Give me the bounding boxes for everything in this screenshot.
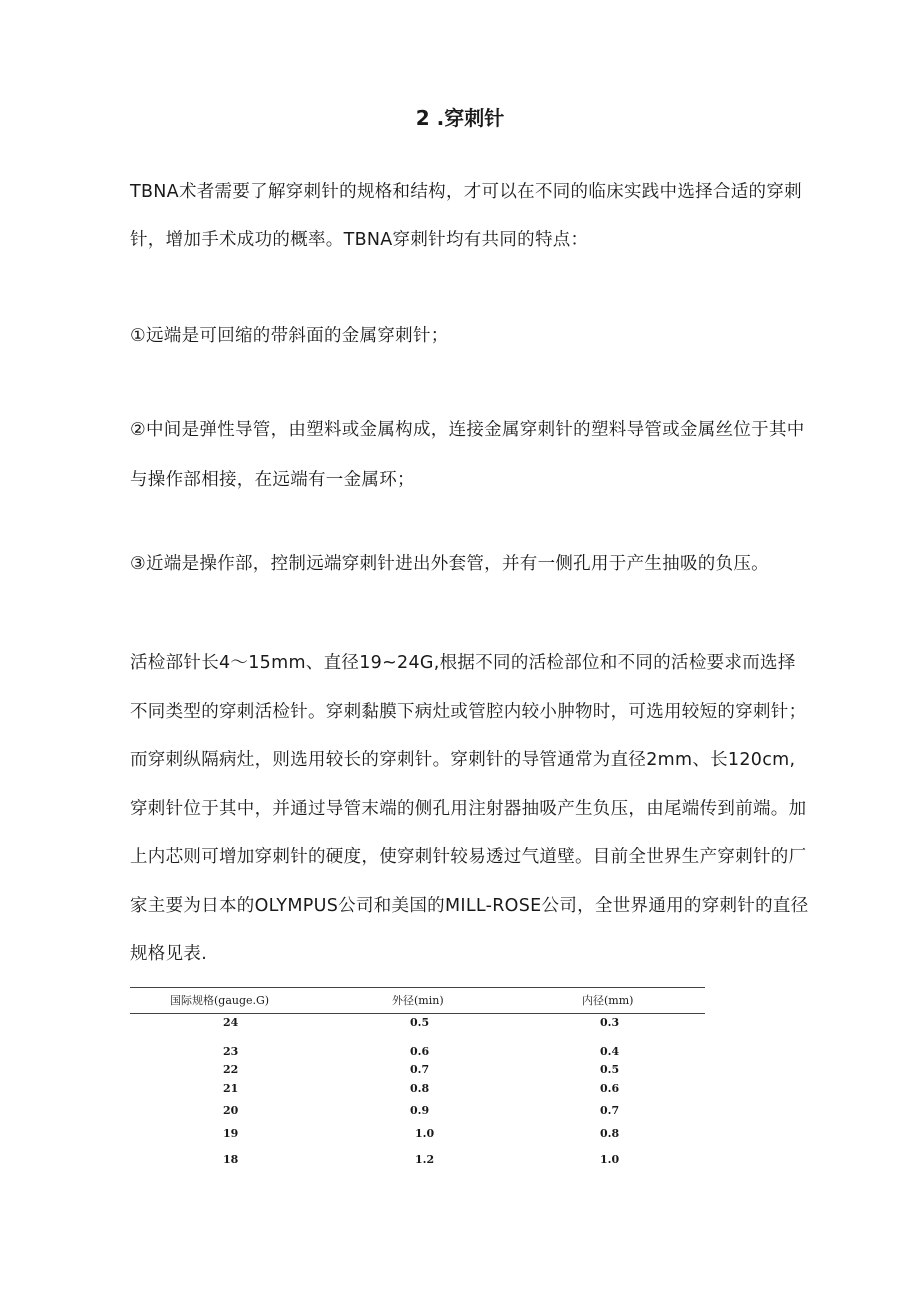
feature-paragraph-3: ③近端是操作部，控制远端穿刺针进出外套管，并有一侧孔用于产生抽吸的负压。 xyxy=(130,554,769,574)
table-header-inner-diameter: 内径(mm) xyxy=(582,994,634,1007)
table-cell-inner: 0.5 xyxy=(600,1063,620,1076)
table-header-outer-diameter: 外径(min) xyxy=(392,994,444,1007)
table-header-rule xyxy=(130,1013,705,1014)
table-cell-outer: 1.0 xyxy=(415,1127,435,1140)
table-cell-inner: 0.6 xyxy=(600,1082,620,1095)
table-cell-gauge: 22 xyxy=(223,1063,239,1076)
table-cell-inner: 1.0 xyxy=(600,1153,620,1166)
feature-paragraph-1: ①远端是可回缩的带斜面的金属穿刺针； xyxy=(130,326,449,346)
table-cell-outer: 0.8 xyxy=(410,1082,430,1095)
table-cell-inner: 0.3 xyxy=(600,1016,620,1029)
detail-paragraph: 活检部针长4～15mm、直径19~24G,根据不同的活检部位和不同的活检要求而选择不同类型的穿刺活检针。穿刺黏膜下病灶或管腔内较小肿物时，可选用较短的穿刺针；而穿刺纵隔病灶，则选用较长的穿刺针。穿刺针的导管通常为直径2mm、长120cm,穿刺针位于其中，并通过导管末端的侧孔用注射器抽吸产生负压，由尾端传到前端。加上内芯则可增加穿刺针的硬度，使穿刺针较易透过气道壁。目前全世界生产穿刺针的厂家主要为日本的OLYMPUS公司和美国的MILL-ROSE公司，全世界通用的穿刺针的直径规格见表. xyxy=(130,653,809,964)
table-cell-outer: 0.7 xyxy=(410,1063,430,1076)
table-cell-outer: 1.2 xyxy=(415,1153,435,1166)
table-cell-gauge: 23 xyxy=(223,1045,239,1058)
section-heading: 2 .穿刺针 xyxy=(415,106,505,130)
table-cell-outer: 0.5 xyxy=(410,1016,430,1029)
table-cell-gauge: 21 xyxy=(223,1082,239,1095)
table-top-rule xyxy=(130,987,705,988)
table-header-gauge: 国际规格(gauge.G) xyxy=(170,994,270,1007)
table-cell-inner: 0.8 xyxy=(600,1127,620,1140)
table-cell-gauge: 18 xyxy=(223,1153,239,1166)
table-cell-gauge: 24 xyxy=(223,1016,239,1029)
table-cell-inner: 0.4 xyxy=(600,1045,620,1058)
table-cell-inner: 0.7 xyxy=(600,1104,620,1117)
table-cell-outer: 0.6 xyxy=(410,1045,430,1058)
table-cell-gauge: 20 xyxy=(223,1104,239,1117)
table-cell-gauge: 19 xyxy=(223,1127,239,1140)
intro-paragraph: TBNA术者需要了解穿刺针的规格和结构，才可以在不同的临床实践中选择合适的穿刺针，增加手术成功的概率。TBNA穿刺针均有共同的特点： xyxy=(130,182,802,250)
table-cell-outer: 0.9 xyxy=(410,1104,430,1117)
feature-paragraph-2: ②中间是弹性导管，由塑料或金属构成，连接金属穿刺针的塑料导管或金属丝位于其中与操作部相接，在远端有一金属环； xyxy=(130,420,805,490)
